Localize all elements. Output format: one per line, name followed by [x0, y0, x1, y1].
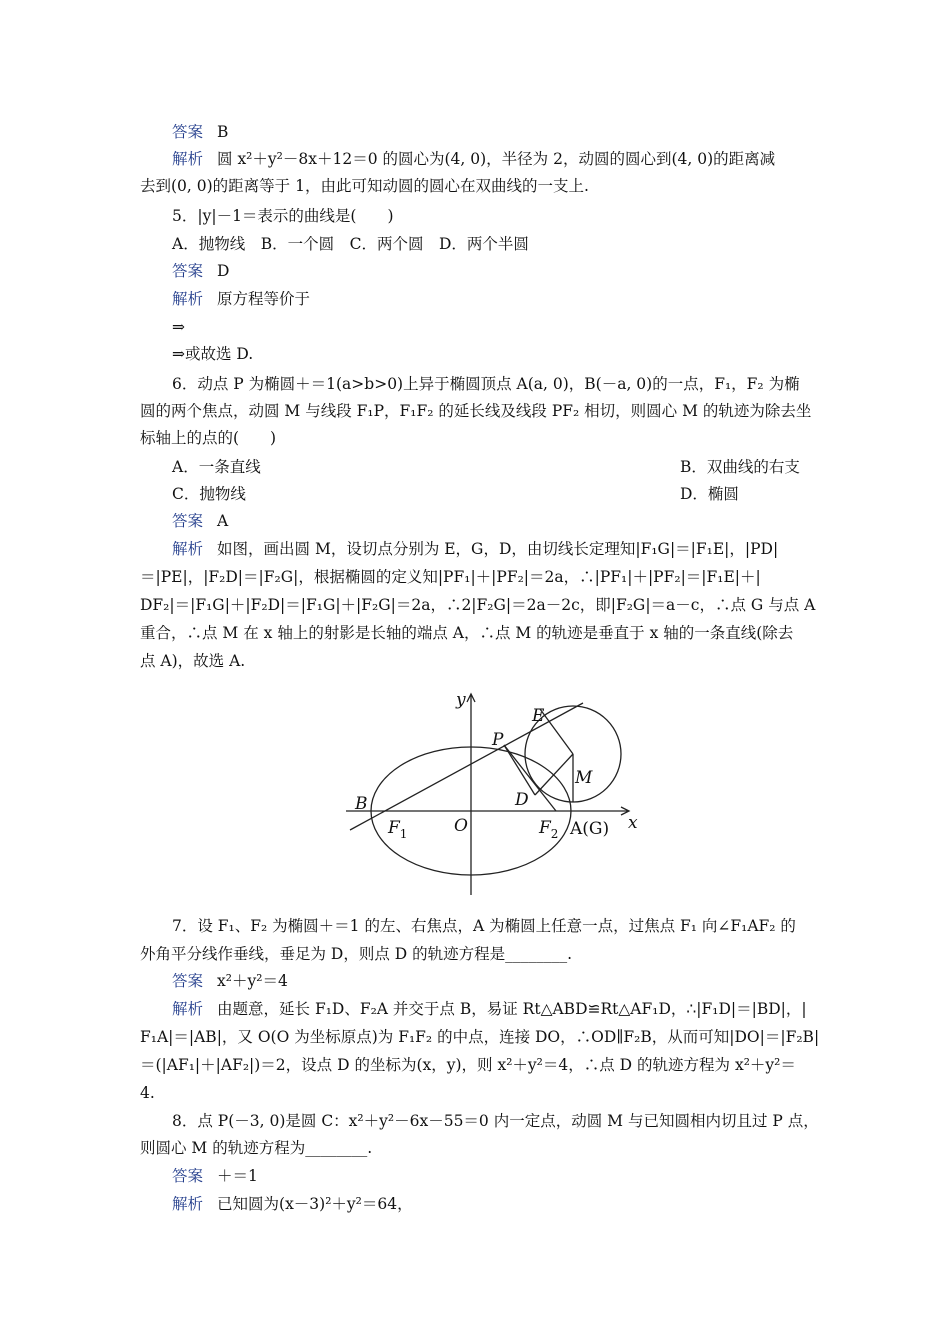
q6-analysis-line4: 重合，∴点 M 在 x 轴上的射影是长轴的端点 A，∴点 M 的轨迹是垂直于 x 轴的一条直线(除去 — [140, 624, 794, 642]
answer-value: D — [217, 262, 230, 280]
answer-label: 答案 — [172, 262, 204, 280]
q6-analysis-line — [172, 536, 852, 563]
q5-answer-line — [172, 258, 852, 285]
q7-analysis-line3: ＝(|AF₁|＋|AF₂|)＝2，设点 D 的坐标为(x，y)，则 x²＋y²＝4，∴点 D 的轨迹方程为 x²＋y²＝ — [140, 1056, 796, 1074]
q6-stem-line1: 6．动点 P 为椭圆＋＝1(a>b>0)上异于椭圆顶点 A(a, 0)，B(－a, 0)的一点，F₁，F₂ 为椭 — [172, 375, 800, 393]
label-f2: $F_2$ — [539, 818, 559, 841]
label-p: P — [492, 730, 504, 750]
label-a-g: A(G) — [570, 819, 610, 839]
q6-stem-line3: 标轴上的点的( ) — [140, 429, 277, 447]
q7-stem-line2: 外角平分线作垂线，垂足为 D，则点 D 的轨迹方程是________. — [140, 945, 573, 963]
analysis-label: 解析 — [172, 150, 204, 168]
answer-label: 答案 — [172, 972, 204, 990]
label-x: x — [628, 813, 638, 833]
option-a: A．一条直线 — [172, 458, 261, 476]
label-f1: $F_1$ — [388, 818, 408, 841]
option-c: C．抛物线 — [172, 485, 246, 503]
ellipse-tangent-figure — [328, 683, 658, 898]
answer-label: 答案 — [172, 123, 204, 141]
radius-md — [535, 754, 573, 795]
radius-me — [540, 709, 573, 754]
q4-answer-line — [172, 119, 852, 146]
segment-pd — [504, 745, 535, 795]
label-b: B — [355, 794, 368, 814]
label-y: y — [456, 690, 466, 710]
q7-analysis-line2: F₁A|＝|AB|，又 O(O 为坐标原点)为 F₁F₂ 的中点，连接 DO，∴OD∥F₂B，从而可知|DO|＝|F₂B| — [140, 1028, 820, 1046]
q5-step1: ⇒ — [172, 318, 185, 336]
q6-answer-line — [172, 508, 852, 535]
q6-options-row2 — [172, 481, 852, 508]
q5-stem: 5．|y|－1＝表示的曲线是( ) — [172, 207, 394, 225]
q6-analysis-line3: DF₂|＝|F₁G|＋|F₂D|＝|F₁G|＋|F₂G|＝2a，∴2|F₂G|＝2a－2c，即|F₂G|＝a－c，∴点 G 与点 A — [140, 596, 816, 614]
analysis-label: 解析 — [172, 290, 204, 308]
answer-value: ＋＝1 — [217, 1167, 258, 1185]
answer-value: A — [217, 512, 229, 530]
answer-value: B — [217, 123, 229, 141]
analysis-label: 解析 — [172, 1000, 204, 1018]
label-d: D — [515, 790, 529, 810]
label-m: M — [575, 768, 593, 788]
q8-analysis-line — [172, 1191, 852, 1218]
q6-stem-line2: 圆的两个焦点，动圆 M 与线段 F₁P，F₁F₂ 的延长线及线段 PF₂ 相切，则圆心 M 的轨迹为除去坐 — [140, 402, 812, 420]
analysis-label: 解析 — [172, 540, 204, 558]
answer-value: x²＋y²＝4 — [217, 972, 288, 990]
answer-label: 答案 — [172, 1167, 204, 1185]
answer-label: 答案 — [172, 512, 204, 530]
q6-analysis-line2: ＝|PE|，|F₂D|＝|F₂G|，根据椭圆的定义知|PF₁|＋|PF₂|＝2a，∴|PF₁|＋|PF₂|＝|F₁E|＋| — [140, 568, 761, 586]
q7-analysis-line — [172, 996, 852, 1023]
label-o: O — [454, 816, 468, 836]
q5-step2: ⇒或故选 D. — [172, 345, 254, 363]
analysis-text: 原方程等价于 — [217, 290, 311, 308]
analysis-text: 由题意，延长 F₁D、F₂A 并交于点 B，易证 Rt△ABD≌Rt△AF₁D，∴|F₁D|＝|BD|，| — [217, 1000, 807, 1018]
q7-analysis-line4: 4. — [140, 1084, 155, 1102]
q6-options-row1 — [172, 454, 852, 481]
q7-answer-line — [172, 968, 852, 995]
q7-stem-line1: 7．设 F₁、F₂ 为椭圆＋＝1 的左、右焦点，A 为椭圆上任意一点，过焦点 F₁ 向∠F₁AF₂ 的 — [172, 917, 796, 935]
label-e: E — [532, 706, 545, 726]
q5-options: A．抛物线 B．一个圆 C．两个圆 D．两个半圆 — [172, 235, 529, 253]
segment-pf2 — [504, 745, 556, 811]
option-d: D．椭圆 — [680, 485, 739, 503]
q6-analysis-line5: 点 A)，故选 A. — [140, 652, 246, 670]
q8-answer-line — [172, 1163, 852, 1190]
analysis-label: 解析 — [172, 1195, 204, 1213]
q8-stem-line1: 8．点 P(－3, 0)是圆 C：x²＋y²－6x－55＝0 内一定点，动圆 M 与已知圆相内切且过 P 点， — [172, 1112, 819, 1130]
analysis-text: 如图，画出圆 M，设切点分别为 E，G，D，由切线长定理知|F₁G|＝|F₁E|，|PD| — [217, 540, 779, 558]
q8-stem-line2: 则圆心 M 的轨迹方程为________. — [140, 1139, 373, 1157]
q4-analysis-line — [172, 146, 852, 173]
q4-analysis-cont: 去到(0, 0)的距离等于 1，由此可知动圆的圆心在双曲线的一支上. — [140, 177, 589, 195]
option-b: B．双曲线的右支 — [680, 458, 800, 476]
analysis-text: 已知圆为(x－3)²＋y²＝64， — [217, 1195, 413, 1213]
analysis-text: 圆 x²＋y²－8x＋12＝0 的圆心为(4, 0)，半径为 2，动圆的圆心到(4, 0)的距离减 — [217, 150, 776, 168]
q5-analysis-line — [172, 286, 852, 313]
